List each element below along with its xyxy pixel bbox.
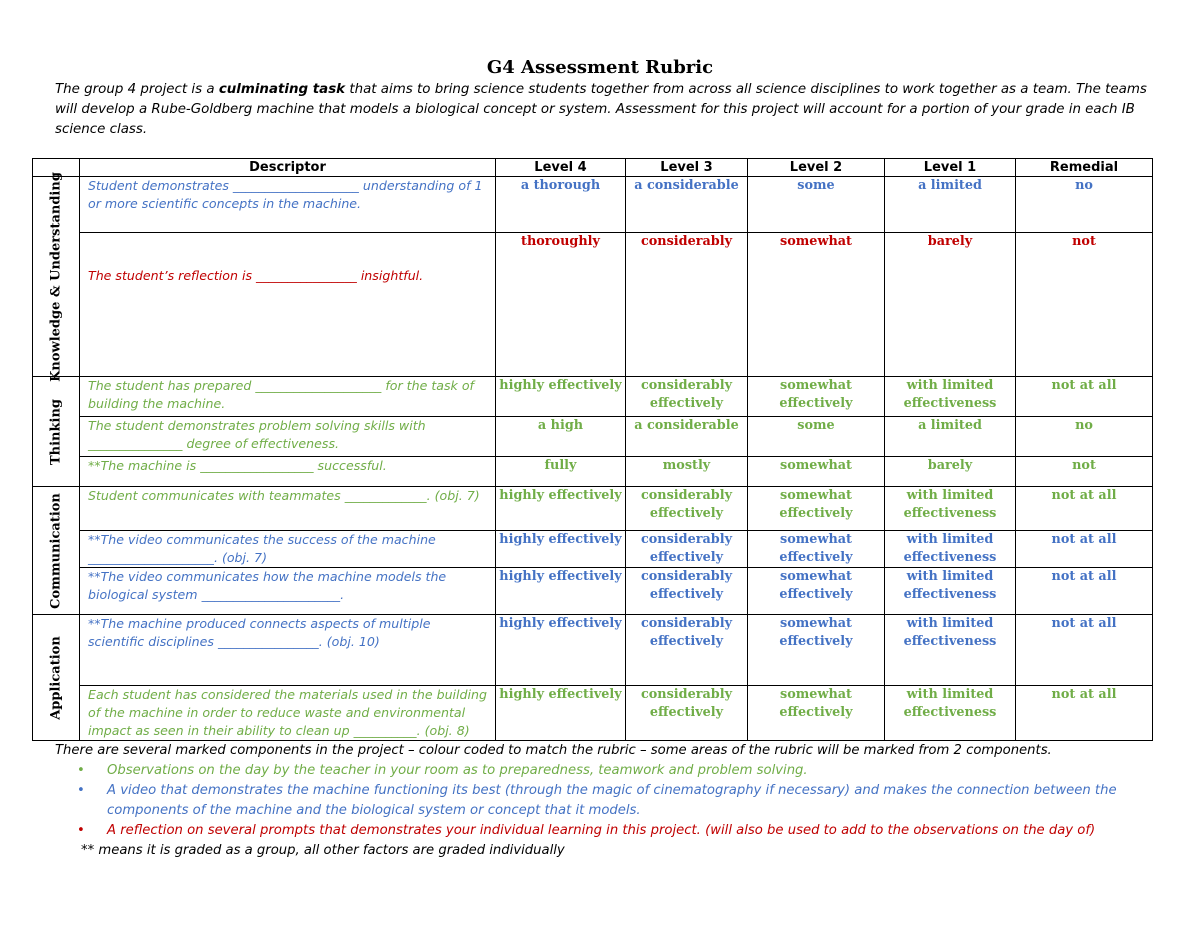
level-1-cell: with limited effectiveness bbox=[885, 377, 1016, 417]
table-row bbox=[33, 457, 1153, 487]
table-row bbox=[33, 531, 1153, 568]
category-application-label: Application bbox=[48, 635, 64, 720]
header-remedial: Remedial bbox=[1016, 159, 1153, 177]
table-row bbox=[33, 487, 1153, 531]
level-1-cell: with limited effectiveness bbox=[885, 487, 1016, 531]
level-4-cell: thoroughly bbox=[496, 233, 626, 377]
level-2-cell: somewhat effectively bbox=[748, 487, 885, 531]
level-3-cell: a considerable bbox=[626, 417, 748, 457]
remedial-cell: not at all bbox=[1016, 531, 1153, 568]
table-row bbox=[33, 177, 1153, 233]
table-row bbox=[33, 686, 1153, 741]
group-grading-note: ** means it is graded as a group, all other factors are graded individually bbox=[81, 843, 565, 858]
footer-notes bbox=[55, 741, 1165, 861]
table-row bbox=[33, 377, 1153, 417]
descriptor-cell: Each student has considered the materials used in the building of the machine in order to reduce waste and environmental impact as seen in their ability to clean up __________. (obj. 8) bbox=[80, 686, 496, 741]
header-level-2: Level 2 bbox=[748, 159, 885, 177]
level-1-cell: with limited effectiveness bbox=[885, 568, 1016, 615]
remedial-cell: not bbox=[1016, 233, 1153, 377]
remedial-cell: not at all bbox=[1016, 686, 1153, 741]
level-2-cell: somewhat bbox=[748, 457, 885, 487]
header-row bbox=[33, 159, 1153, 177]
level-3-cell: considerably effectively bbox=[626, 568, 748, 615]
category-communication-label: Communication bbox=[48, 492, 64, 609]
category-knowledge bbox=[33, 171, 80, 382]
rubric-table bbox=[32, 158, 1153, 741]
remedial-cell: not at all bbox=[1016, 487, 1153, 531]
remedial-cell: not at all bbox=[1016, 615, 1153, 686]
level-4-cell: highly effectively bbox=[496, 568, 626, 615]
intro-text-end: that aims to bring science students together from across all science disciplines to work together as a team. The teams will develop a Rube-Goldberg machine that models a biological concept or system. Assessment for this project will account for a portion of your grade in each IB science class. bbox=[55, 82, 1147, 137]
level-2-cell: somewhat effectively bbox=[748, 377, 885, 417]
list-item bbox=[77, 821, 1165, 841]
level-2-cell: some bbox=[748, 417, 885, 457]
descriptor-cell: Student communicates with teammates _____________. (obj. 7) bbox=[80, 487, 496, 531]
level-2-cell: somewhat effectively bbox=[748, 686, 885, 741]
table-row bbox=[33, 568, 1153, 615]
header-descriptor: Descriptor bbox=[80, 159, 496, 177]
descriptor-cell: The student has prepared ____________________ for the task of building the machine. bbox=[80, 377, 496, 417]
document-title: G4 Assessment Rubric bbox=[486, 57, 714, 78]
header-level-3: Level 3 bbox=[626, 159, 748, 177]
bullet-dot-icon: • bbox=[77, 763, 85, 778]
level-3-cell: mostly bbox=[626, 457, 748, 487]
level-4-cell: a high bbox=[496, 417, 626, 457]
level-3-cell: considerably effectively bbox=[626, 686, 748, 741]
level-3-cell: considerably effectively bbox=[626, 615, 748, 686]
intro-paragraph bbox=[55, 80, 1150, 140]
level-2-cell: somewhat effectively bbox=[748, 615, 885, 686]
level-4-cell: highly effectively bbox=[496, 686, 626, 741]
level-2-cell: somewhat effectively bbox=[748, 568, 885, 615]
descriptor-cell: Student demonstrates ____________________ understanding of 1 or more scientific concepts in the machine. bbox=[80, 177, 496, 233]
level-4-cell: highly effectively bbox=[496, 615, 626, 686]
descriptor-cell: **The machine is __________________ successful. bbox=[80, 457, 496, 487]
descriptor-cell bbox=[80, 233, 496, 377]
level-3-cell: considerably effectively bbox=[626, 377, 748, 417]
level-4-cell: highly effectively bbox=[496, 531, 626, 568]
level-1-cell: a limited bbox=[885, 417, 1016, 457]
component-list bbox=[55, 761, 1165, 841]
bullet-dot-icon: • bbox=[77, 823, 85, 838]
remedial-cell: not at all bbox=[1016, 568, 1153, 615]
descriptor-text: The student’s reflection is ________________ insightful. bbox=[88, 268, 424, 283]
level-4-cell: fully bbox=[496, 457, 626, 487]
level-2-cell: somewhat bbox=[748, 233, 885, 377]
table-row bbox=[33, 417, 1153, 457]
level-4-cell: highly effectively bbox=[496, 377, 626, 417]
list-item-text: A video that demonstrates the machine functioning its best (through the magic of cinematography if necessary) and makes the connection between the components of the machine and the biological system or concept that it models. bbox=[107, 783, 1117, 818]
category-thinking-label: Thinking bbox=[48, 398, 64, 465]
level-3-cell: considerably effectively bbox=[626, 487, 748, 531]
descriptor-cell: **The video communicates how the machine models the biological system ______________________. bbox=[80, 568, 496, 615]
category-application bbox=[33, 615, 80, 741]
footer-lead: There are several marked components in the project – colour coded to match the rubric – some areas of the rubric will be marked from 2 components. bbox=[55, 743, 1052, 758]
intro-text-start: The group 4 project is a bbox=[55, 82, 219, 97]
level-3-cell: a considerable bbox=[626, 177, 748, 233]
level-3-cell: considerably effectively bbox=[626, 531, 748, 568]
list-item bbox=[77, 781, 1165, 821]
header-level-1: Level 1 bbox=[885, 159, 1016, 177]
category-thinking bbox=[33, 377, 80, 487]
category-knowledge-label: Knowledge & Understanding bbox=[48, 171, 64, 382]
level-4-cell: highly effectively bbox=[496, 487, 626, 531]
table-row bbox=[33, 233, 1153, 377]
level-2-cell: somewhat effectively bbox=[748, 531, 885, 568]
descriptor-cell: **The video communicates the success of the machine ____________________. (obj. 7) bbox=[80, 531, 496, 568]
level-1-cell: with limited effectiveness bbox=[885, 615, 1016, 686]
level-2-cell: some bbox=[748, 177, 885, 233]
remedial-cell: not bbox=[1016, 457, 1153, 487]
level-4-cell: a thorough bbox=[496, 177, 626, 233]
level-1-cell: with limited effectiveness bbox=[885, 531, 1016, 568]
descriptor-cell: The student demonstrates problem solving skills with _______________ degree of effectiveness. bbox=[80, 417, 496, 457]
category-communication bbox=[33, 487, 80, 615]
level-1-cell: barely bbox=[885, 233, 1016, 377]
list-item-text: Observations on the day by the teacher in your room as to preparedness, teamwork and problem solving. bbox=[107, 763, 808, 778]
remedial-cell: no bbox=[1016, 177, 1153, 233]
remedial-cell: not at all bbox=[1016, 377, 1153, 417]
bullet-dot-icon: • bbox=[77, 783, 85, 798]
table-row bbox=[33, 615, 1153, 686]
intro-emphasis: culminating task bbox=[218, 82, 346, 97]
list-item bbox=[77, 761, 1165, 781]
level-1-cell: barely bbox=[885, 457, 1016, 487]
level-1-cell: with limited effectiveness bbox=[885, 686, 1016, 741]
header-level-4: Level 4 bbox=[496, 159, 626, 177]
remedial-cell: no bbox=[1016, 417, 1153, 457]
descriptor-cell: **The machine produced connects aspects of multiple scientific disciplines ________________. (obj. 10) bbox=[80, 615, 496, 686]
list-item-text: A reflection on several prompts that demonstrates your individual learning in this project. (will also be used to add to the observations on the day of) bbox=[107, 823, 1096, 838]
level-3-cell: considerably bbox=[626, 233, 748, 377]
level-1-cell: a limited bbox=[885, 177, 1016, 233]
